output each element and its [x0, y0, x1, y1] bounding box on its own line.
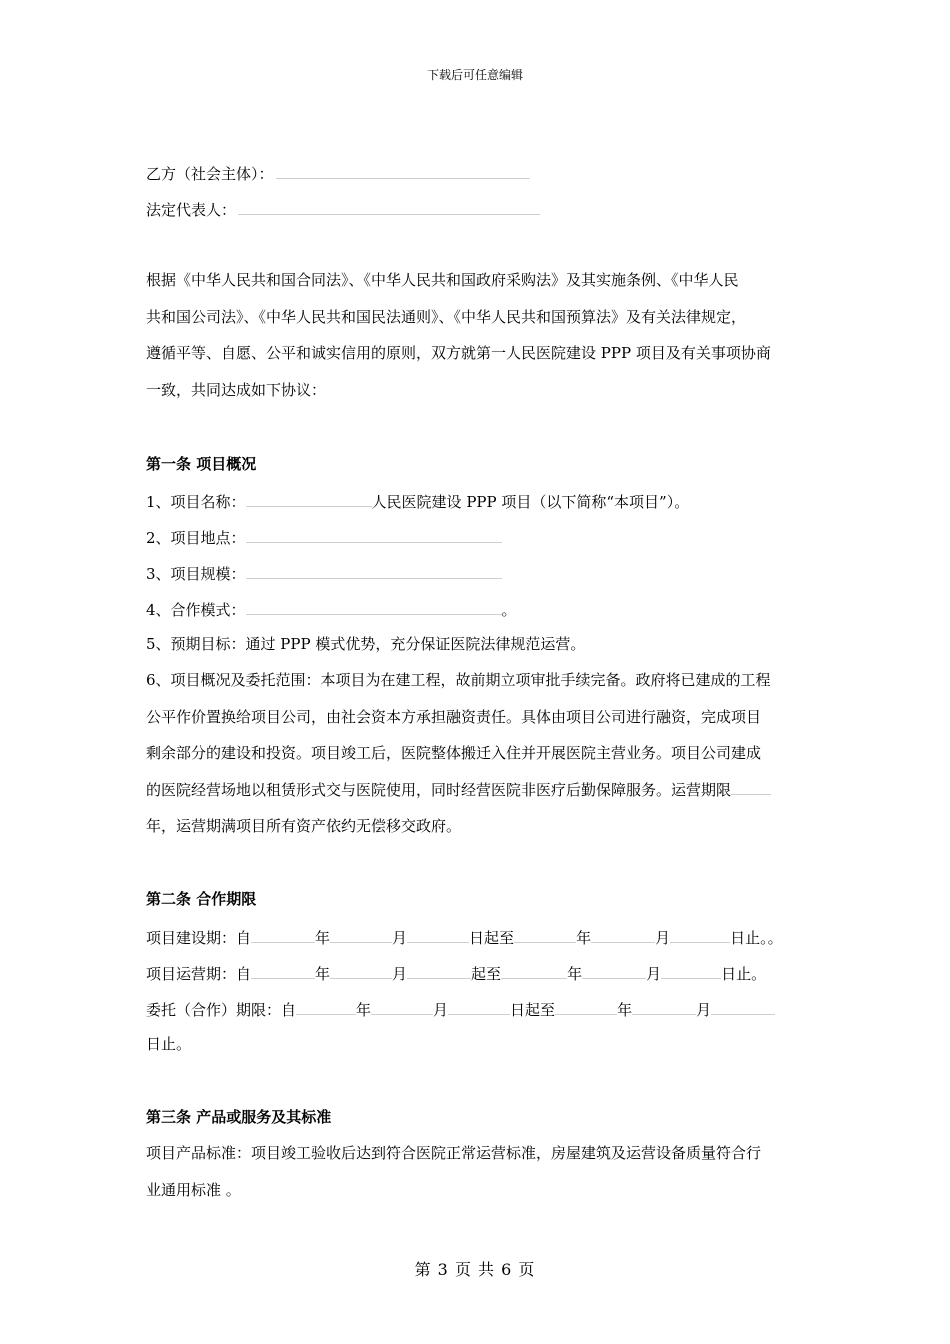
entrust-label: 委托（合作）期限：自: [146, 1001, 297, 1019]
construction-period-row: [146, 926, 783, 948]
blank: [330, 926, 392, 943]
item4-suffix: 。: [501, 601, 517, 619]
month-label: 月: [646, 965, 662, 983]
month-label: 月: [696, 1001, 712, 1019]
item4-label: 4、合作模式：: [146, 601, 246, 619]
party-b-blank: [276, 162, 530, 179]
entrust-period-end: 日止。: [146, 1035, 192, 1053]
month-label: 月: [392, 929, 408, 947]
blank: [591, 926, 655, 943]
blank: [330, 962, 392, 979]
article1-item2: [146, 526, 502, 548]
blank: [555, 998, 617, 1015]
item6-line: 的医院经营场地以租赁形式交与医院使用，同时经营医院非医疗后勤保障服务。运营期限: [146, 780, 732, 799]
item6-line: 6、项目概况及委托范围：本项目为在建工程，故前期立项审批手续完备。政府将已建成的工程: [146, 671, 771, 689]
blank: [661, 962, 721, 979]
blank: [448, 998, 510, 1015]
year-label: 年: [576, 929, 592, 947]
operation-label: 项目运营期：自: [146, 965, 252, 983]
article2-title: 第二条 合作期限: [146, 890, 257, 908]
blank: [514, 926, 576, 943]
day-from-label: 日起至: [510, 1001, 556, 1019]
article3-title: 第三条 产品或服务及其标准: [146, 1108, 332, 1126]
blank: [371, 998, 433, 1015]
year-label: 年: [315, 929, 331, 947]
party-b-row: [146, 162, 530, 184]
article1-item1: [146, 490, 689, 512]
blank: [632, 998, 696, 1015]
item6-last-line: 年，运营期满项目所有资产依约无偿移交政府。: [146, 817, 462, 835]
blank: [407, 962, 471, 979]
article1-item5: 5、预期目标：通过 PPP 模式优势，充分保证医院法律规范运营。: [146, 635, 586, 653]
item6-line-with-blank: [146, 772, 814, 809]
blank: [711, 998, 775, 1015]
party-b-label: 乙方（社会主体）：: [146, 165, 274, 183]
item2-label: 2、项目地点：: [146, 529, 246, 547]
item4-blank: [246, 598, 502, 615]
legal-rep-row: [146, 198, 540, 220]
item2-blank: [246, 526, 502, 543]
year-label: 年: [567, 965, 583, 983]
legal-rep-blank: [238, 198, 540, 215]
year-label: 年: [617, 1001, 633, 1019]
year-label: 年: [315, 965, 331, 983]
month-label: 月: [433, 1001, 449, 1019]
article1-title: 第一条 项目概况: [146, 455, 257, 473]
preamble-line: 共和国公司法》、《中华人民共和国民法通则》、《中华人民共和国预算法》及有关法律规定，: [146, 307, 747, 326]
legal-rep-label: 法定代表人：: [146, 201, 237, 219]
blank: [251, 962, 315, 979]
day-end-label: 日止。: [721, 965, 767, 983]
blank: [501, 962, 567, 979]
article1-item4: [146, 598, 517, 620]
operation-term-blank: [731, 778, 771, 795]
article3-line: 项目产品标准：项目竣工验收后达到符合医院正常运营标准，房屋建筑及运营设备质量符合行: [146, 1144, 762, 1162]
from-label: 起至: [471, 965, 502, 983]
entrust-period-row: [146, 998, 775, 1020]
item3-blank: [246, 562, 502, 579]
item3-label: 3、项目规模：: [146, 565, 246, 583]
item1-label: 1、项目名称：: [146, 493, 246, 511]
construction-label: 项目建设期：自: [146, 929, 252, 947]
item6-line: 公平作价置换给项目公司，由社会资本方承担融资责任。具体由项目公司进行融资，完成项目: [146, 707, 762, 726]
month-label: 月: [655, 929, 671, 947]
operation-period-row: [146, 962, 766, 984]
article3-line: 业通用标准 。: [146, 1180, 241, 1199]
preamble-line: 根据《中华人民共和国合同法》、《中华人民共和国政府采购法》及其实施条例、《中华人民: [146, 271, 739, 289]
blank: [670, 926, 730, 943]
blank: [582, 962, 646, 979]
month-label: 月: [392, 965, 408, 983]
page-header-note: 下载后可任意编辑: [426, 68, 523, 82]
blank: [296, 998, 356, 1015]
article1-item6: [146, 662, 814, 845]
page-number: 第 3 页 共 6 页: [414, 1260, 536, 1279]
preamble-line: 一致，共同达成如下协议：: [146, 380, 327, 399]
item6-line: 剩余部分的建设和投资。项目竣工后，医院整体搬迁入住并开展医院主营业务。项目公司建成: [146, 744, 762, 762]
year-label: 年: [356, 1001, 372, 1019]
article3-body: [146, 1135, 814, 1208]
item1-blank: [246, 490, 372, 507]
article1-item3: [146, 562, 502, 584]
blank: [251, 926, 315, 943]
item1-suffix: 人民医院建设 PPP 项目（以下简称“本项目”）。: [371, 493, 690, 511]
preamble-line: 遵循平等、自愿、公平和诚实信用的原则，双方就第一人民医院建设 PPP 项目及有关事项协商: [146, 344, 771, 362]
preamble: [146, 262, 814, 408]
blank: [407, 926, 469, 943]
day-from-label: 日起至: [469, 929, 515, 947]
day-end-label: 日止。。: [730, 929, 783, 947]
